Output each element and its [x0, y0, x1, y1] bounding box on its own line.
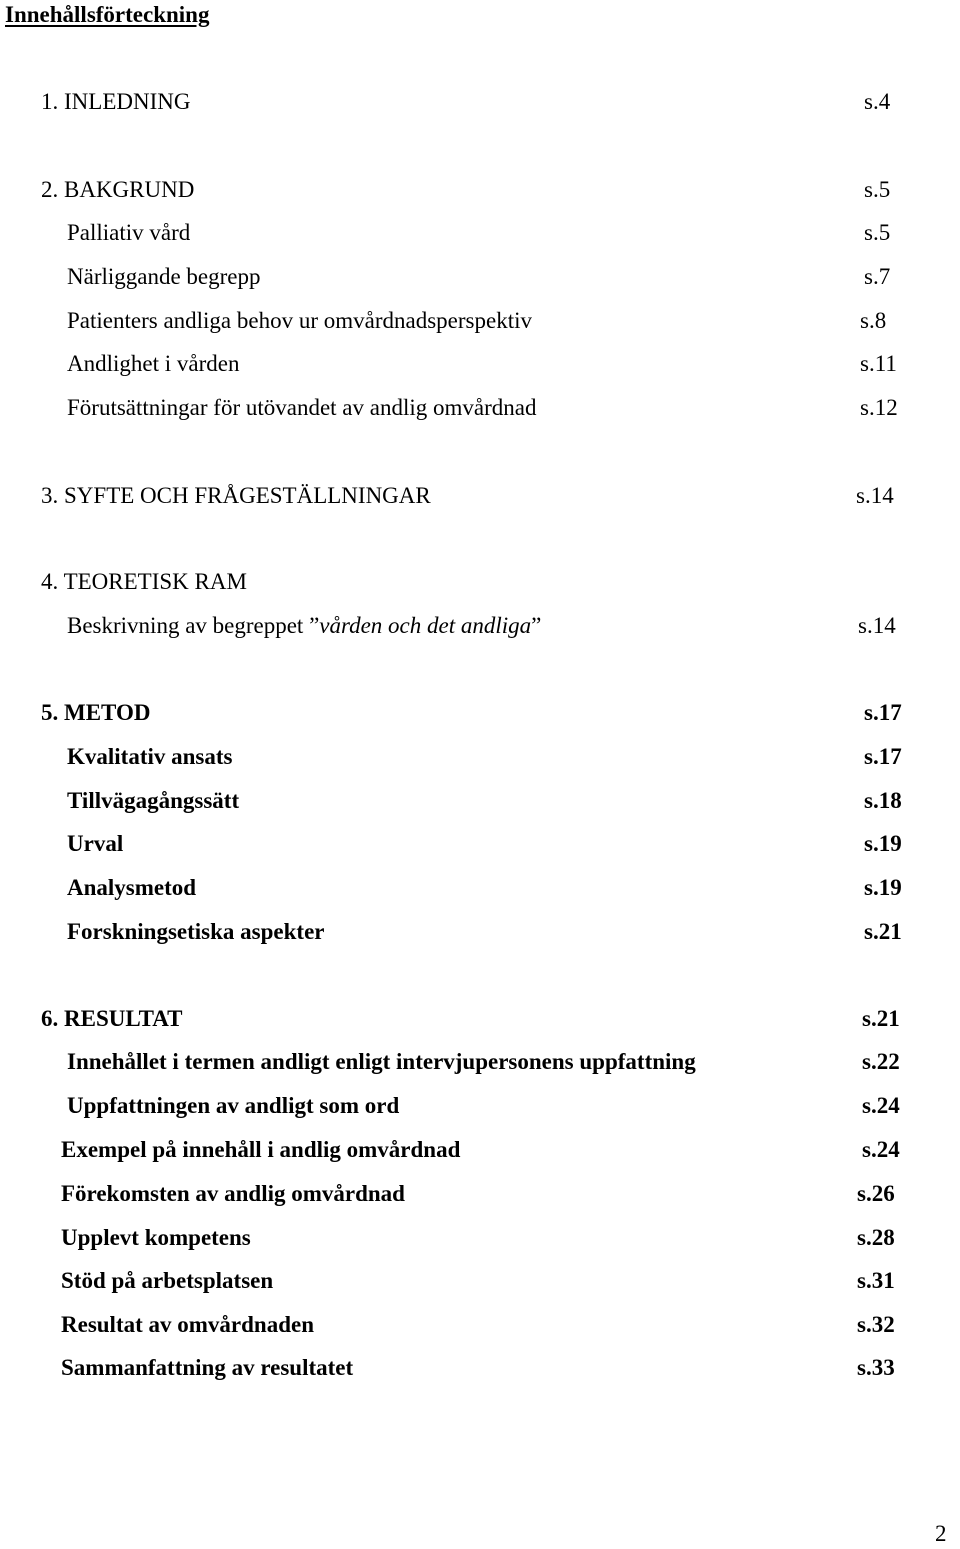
toc-entry-palliativ-vard[interactable] — [0, 218, 960, 248]
toc-entry-metod[interactable] — [0, 698, 960, 728]
toc-entry-page: s.5 — [864, 177, 891, 202]
toc-entry-page: s.14 — [856, 483, 894, 508]
toc-entry-label: Uppfattningen av andligt som ord — [67, 1093, 400, 1118]
toc-entry-page: s.19 — [864, 875, 902, 900]
toc-entry-page: s.33 — [857, 1355, 895, 1380]
toc-entry-label: 5. METOD — [41, 700, 151, 725]
page-number: 2 — [935, 1521, 947, 1546]
toc-entry-label: Exempel på innehåll i andlig omvårdnad — [61, 1137, 461, 1162]
toc-entry-page: s.11 — [860, 351, 897, 376]
toc-entry-page: s.21 — [864, 919, 902, 944]
toc-entry-patienters-andliga-behov[interactable] — [0, 306, 960, 336]
toc-entry-teoretisk-ram[interactable] — [0, 567, 960, 597]
toc-entry-page: s.8 — [860, 308, 887, 333]
toc-entry-page: s.17 — [864, 700, 902, 725]
toc-entry-stod-pa-arbetsplatsen[interactable] — [0, 1266, 960, 1296]
toc-entry-page: s.22 — [862, 1049, 900, 1074]
toc-entry-resultat[interactable] — [0, 1004, 960, 1034]
toc-entry-page: s.4 — [864, 89, 891, 114]
toc-entry-page: s.14 — [858, 613, 896, 638]
toc-entry-label: 4. TEORETISK RAM — [41, 569, 247, 594]
toc-entry-label: 1. INLEDNING — [41, 89, 191, 114]
toc-entry-uppfattningen-av-andligt[interactable] — [0, 1091, 960, 1121]
toc-entry-page: s.26 — [857, 1181, 895, 1206]
toc-entry-upplevt-kompetens[interactable] — [0, 1223, 960, 1253]
toc-entry-label: 3. SYFTE OCH FRÅGESTÄLLNINGAR — [41, 483, 431, 508]
toc-entry-sammanfattning[interactable] — [0, 1353, 960, 1383]
toc-entry-label: Forskningsetiska aspekter — [67, 919, 325, 944]
toc-entry-label-suffix: ” — [531, 613, 542, 638]
toc-entry-page: s.31 — [857, 1268, 895, 1293]
toc-entry-page: s.19 — [864, 831, 902, 856]
toc-entry-page: s.7 — [864, 264, 891, 289]
toc-entry-analysmetod[interactable] — [0, 873, 960, 903]
toc-entry-label: Urval — [67, 831, 124, 856]
toc-entry-resultat-av-omvardnaden[interactable] — [0, 1310, 960, 1340]
toc-entry-forskningsetiska-aspekter[interactable] — [0, 917, 960, 947]
toc-entry-label: Förekomsten av andlig omvårdnad — [61, 1181, 405, 1206]
toc-entry-forutsattningar[interactable] — [0, 393, 960, 423]
toc-entry-label: 6. RESULTAT — [41, 1006, 183, 1031]
toc-entry-label: Förutsättningar för utövandet av andlig omvårdnad — [67, 395, 537, 420]
toc-entry-page: s.5 — [864, 220, 891, 245]
toc-entry-label: Analysmetod — [67, 875, 197, 900]
toc-entry-label: Stöd på arbetsplatsen — [61, 1268, 274, 1293]
toc-entry-label: Patienters andliga behov ur omvårdnadsperspektiv — [67, 308, 532, 333]
toc-entry-label: 2. BAKGRUND — [41, 177, 195, 202]
toc-entry-syfte[interactable] — [0, 481, 960, 511]
toc-entry-beskrivning-av-begreppet[interactable] — [0, 611, 960, 641]
toc-entry-label-prefix: Beskrivning av begreppet ” — [67, 613, 320, 638]
toc-entry-innehallet-i-termen[interactable] — [0, 1047, 960, 1077]
toc-entry-label: Palliativ vård — [67, 220, 191, 245]
toc-entry-label: Andlighet i vården — [67, 351, 240, 376]
toc-entry-label: Kvalitativ ansats — [67, 744, 233, 769]
toc-entry-forekomsten[interactable] — [0, 1179, 960, 1209]
toc-entry-urval[interactable] — [0, 829, 960, 859]
toc-entry-page: s.17 — [864, 744, 902, 769]
toc-entry-page: s.21 — [862, 1006, 900, 1031]
toc-entry-page: s.18 — [864, 788, 902, 813]
toc-entry-page: s.12 — [860, 395, 898, 420]
toc-heading: Innehållsförteckning — [5, 2, 210, 27]
toc-entry-inledning[interactable] — [0, 87, 960, 117]
toc-entry-narliggande-begrepp[interactable] — [0, 262, 960, 292]
toc-entry-label: Sammanfattning av resultatet — [61, 1355, 354, 1380]
toc-entry-kvalitativ-ansats[interactable] — [0, 742, 960, 772]
toc-entry-page: s.24 — [862, 1093, 900, 1118]
toc-entry-tillvagagangssatt[interactable] — [0, 786, 960, 816]
toc-entry-bakgrund[interactable] — [0, 175, 960, 205]
toc-entry-label: Innehållet i termen andligt enligt intervjupersonens uppfattning — [67, 1049, 696, 1074]
toc-entry-page: s.32 — [857, 1312, 895, 1337]
toc-entry-label: Tillvägagångssätt — [67, 788, 240, 813]
toc-entry-label-italic: vården och det andliga — [319, 613, 532, 638]
toc-entry-label: Närliggande begrepp — [67, 264, 261, 289]
toc-entry-page: s.28 — [857, 1225, 895, 1250]
toc-entry-exempel-pa-innehall[interactable] — [0, 1135, 960, 1165]
toc-entry-label: Resultat av omvårdnaden — [61, 1312, 315, 1337]
toc-entry-page: s.24 — [862, 1137, 900, 1162]
toc-entry-label: Upplevt kompetens — [61, 1225, 251, 1250]
toc-entry-andlighet-i-varden[interactable] — [0, 349, 960, 379]
toc-entry-label — [67, 611, 541, 641]
